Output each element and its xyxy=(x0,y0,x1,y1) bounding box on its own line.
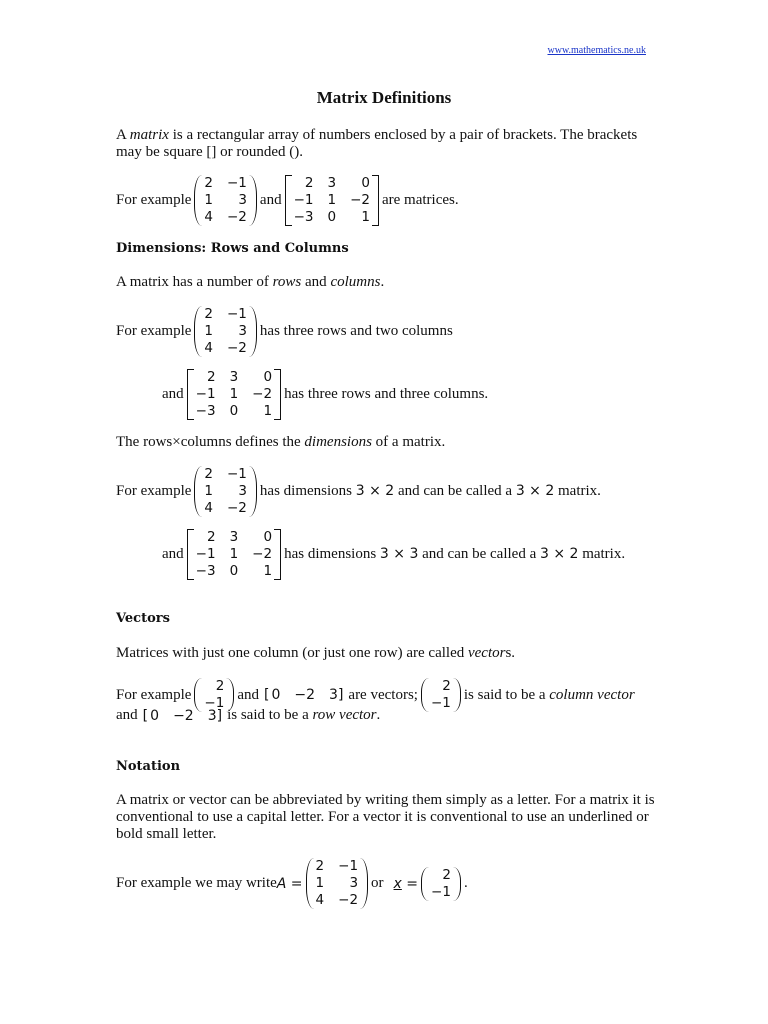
matrix-entry: −1 xyxy=(204,695,225,711)
bracket-left xyxy=(194,466,202,517)
vectors-example-2: and [ 0 −2 3] is said to be a row vector. xyxy=(116,707,381,724)
bracket-left xyxy=(187,369,194,420)
matrix-entry: 3 xyxy=(327,175,337,191)
matrix-entry: 3 xyxy=(238,483,247,499)
matrix-entry: 3 xyxy=(349,875,359,891)
matrix-entry: −1 xyxy=(195,546,216,562)
matrix-entry: −2 xyxy=(227,500,247,516)
matrix-entry: 1 xyxy=(361,209,370,225)
website-link[interactable]: www.mathematics.ne.uk xyxy=(547,45,646,56)
notation-paragraph: A matrix or vector can be abbreviated by writing them simply as a letter. For a matrix it is conventional to use a capital letter. For a vector it is conventional to use an underlined or bold small letter. xyxy=(116,792,655,842)
notation-example: For example we may write A = 2 −1 1 3 4 −2 or x = 2 −1 . xyxy=(116,858,468,908)
dimensions-example-3: For example 2 −1 1 3 4 −2 has dimensions 3 × 2 and can be called a 3 × 2 matrix. xyxy=(116,466,601,516)
matrix-entry: 2 xyxy=(215,678,225,694)
intro-paragraph: A matrix is a rectangular array of numbers enclosed by a pair of brackets. The brackets may be square [] or rounded (). xyxy=(116,127,638,160)
matrix-entry: 2 xyxy=(204,306,213,322)
matrix-entry: 3 xyxy=(238,192,247,208)
matrix-entry: 1 xyxy=(315,875,325,891)
matrix-b xyxy=(187,369,281,420)
example-matrices-row: For example 2 −1 1 3 4 −2 and 2 3 0 −1 1 −2 −3 0 1 are matrices. xyxy=(116,175,459,225)
matrix-entry: 2 xyxy=(206,529,216,545)
matrix-entry: 1 xyxy=(263,563,273,579)
bracket-right xyxy=(453,678,461,712)
matrix-entry: 0 xyxy=(229,403,239,419)
matrix-entry: 2 xyxy=(315,858,325,874)
matrix-entry: 3 xyxy=(229,529,239,545)
matrix-entry: 1 xyxy=(204,192,213,208)
bracket-left xyxy=(306,858,314,909)
matrix-a xyxy=(194,306,257,357)
matrix-entry: −2 xyxy=(252,546,273,562)
bracket-right xyxy=(360,858,368,909)
bracket-left xyxy=(285,175,292,226)
row-vector: [ 0 −2 3] xyxy=(142,707,223,724)
matrix-entry: 0 xyxy=(229,563,239,579)
matrix-a xyxy=(306,858,369,909)
matrix-entry: 1 xyxy=(263,403,273,419)
header-url[interactable] xyxy=(548,45,647,56)
matrix-entry: 2 xyxy=(442,866,451,883)
column-vector xyxy=(421,678,461,712)
dimensions-definition: The rows×columns defines the dimensions of a matrix. xyxy=(116,434,446,450)
column-vector xyxy=(421,867,461,901)
matrix-entry: 0 xyxy=(327,209,337,225)
matrix-entry: −1 xyxy=(195,386,216,402)
matrix-entry: −1 xyxy=(430,695,451,711)
matrix-entry: −1 xyxy=(338,858,359,874)
matrix-entry: 1 xyxy=(229,386,239,402)
section-heading-vectors: Vectors xyxy=(116,611,170,626)
matrix-entry: −2 xyxy=(227,340,247,356)
matrix-entry: 2 xyxy=(204,466,213,482)
matrix-entry: 2 xyxy=(442,678,451,694)
matrix-entry: 1 xyxy=(204,483,213,499)
dimensions-example-2: and 2 3 0 −1 1 −2 −3 0 1 has three rows and three columns. xyxy=(162,369,489,419)
matrix-entry: −3 xyxy=(195,403,216,419)
matrix-entry: 3 xyxy=(229,369,239,385)
matrix-entry: 1 xyxy=(327,192,337,208)
page-title: Matrix Definitions xyxy=(316,88,452,107)
matrix-entry: 0 xyxy=(263,369,273,385)
matrix-entry: −2 xyxy=(338,892,359,908)
vectors-example-1: For example 2 −1 and [ 0 −2 3] are vectors; 2 −1 is said to be a column vector xyxy=(116,678,635,711)
dimensions-example-4: and 2 3 0 −1 1 −2 −3 0 1 has dimensions 3 × 3 and can be called a 3 × 2 matrix. xyxy=(162,529,626,579)
matrix-entry: −2 xyxy=(350,192,370,208)
matrix-entry: 2 xyxy=(304,175,314,191)
matrix-entry: −1 xyxy=(293,192,314,208)
bracket-left xyxy=(421,867,429,901)
dimensions-example-1: For example 2 −1 1 3 4 −2 has three rows and two columns xyxy=(116,306,453,356)
matrix-a xyxy=(194,466,257,517)
bracket-right xyxy=(249,306,257,357)
vectors-paragraph: Matrices with just one column (or just one row) are called vectors. xyxy=(116,645,516,661)
matrix-entry: −3 xyxy=(293,209,314,225)
bracket-right xyxy=(249,466,257,517)
section-heading-dimensions: Dimensions: Rows and Columns xyxy=(116,241,349,256)
matrix-entry: 3 xyxy=(238,323,247,339)
bracket-right xyxy=(274,529,281,580)
matrix-a xyxy=(194,175,257,226)
matrix-entry: 1 xyxy=(229,546,239,562)
matrix-entry: −3 xyxy=(195,563,216,579)
bracket-right xyxy=(274,369,281,420)
bracket-left xyxy=(194,306,202,357)
matrix-entry: −1 xyxy=(227,466,247,482)
matrix-entry: −1 xyxy=(227,175,247,191)
matrix-b xyxy=(285,175,379,226)
bracket-left xyxy=(194,175,202,226)
bracket-left xyxy=(187,529,194,580)
matrix-entry: 4 xyxy=(204,340,213,356)
matrix-entry: 4 xyxy=(315,892,325,908)
matrix-entry: 4 xyxy=(204,500,213,516)
row-vector: [ 0 −2 3] xyxy=(263,687,344,703)
bracket-right xyxy=(453,867,461,901)
bracket-left xyxy=(421,678,429,712)
matrix-entry: 1 xyxy=(204,323,213,339)
bracket-right xyxy=(249,175,257,226)
matrix-entry: −1 xyxy=(227,306,247,322)
matrix-entry: 2 xyxy=(204,175,213,191)
matrix-entry: 2 xyxy=(206,369,216,385)
matrix-b xyxy=(187,529,281,580)
matrix-entry: 0 xyxy=(263,529,273,545)
matrix-entry: −2 xyxy=(227,209,247,225)
matrix-entry: −1 xyxy=(431,883,451,900)
matrix-entry: −2 xyxy=(252,386,273,402)
matrix-entry: 4 xyxy=(204,209,213,225)
matrix-entry: 0 xyxy=(361,175,370,191)
dimensions-paragraph: A matrix has a number of rows and columns. xyxy=(116,274,385,290)
section-heading-notation: Notation xyxy=(116,759,181,774)
bracket-right xyxy=(372,175,379,226)
